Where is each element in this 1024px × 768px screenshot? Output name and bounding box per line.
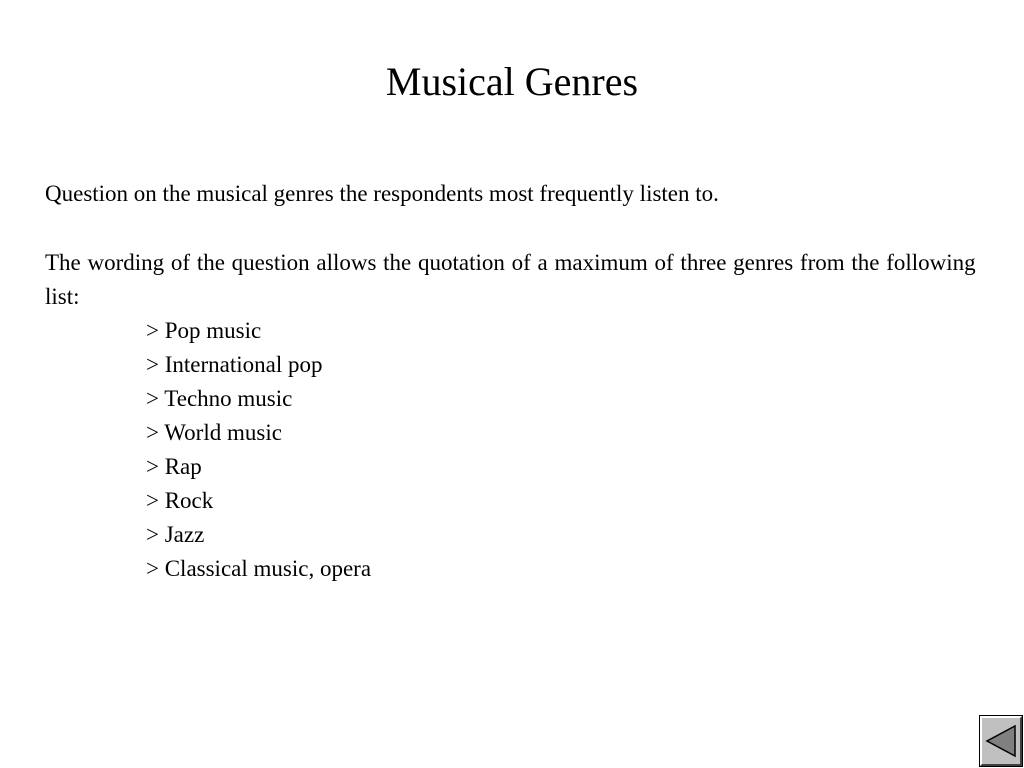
genre-item-pop-music: > Pop music — [146, 318, 262, 343]
previous-slide-button[interactable] — [980, 716, 1022, 766]
question-wording-text: The wording of the question allows the quotation of a maximum of three genres from the following list: — [45, 250, 976, 309]
triangle-left-icon — [985, 724, 1017, 758]
genre-item-rap: > Rap — [146, 454, 202, 479]
intro-text: Question on the musical genres the respondents most frequently listen to. — [45, 181, 719, 206]
genre-item-world-music: > World music — [146, 420, 282, 445]
genre-item-international-pop: > International pop — [146, 352, 323, 377]
genre-item-classical-music-opera: > Classical music, opera — [146, 556, 372, 581]
genre-list — [146, 314, 371, 586]
genre-item-techno-music: > Techno music — [146, 386, 293, 411]
genre-item-rock: > Rock — [146, 488, 214, 513]
genre-item-jazz: > Jazz — [146, 522, 205, 547]
slide-title: Musical Genres — [385, 59, 639, 104]
